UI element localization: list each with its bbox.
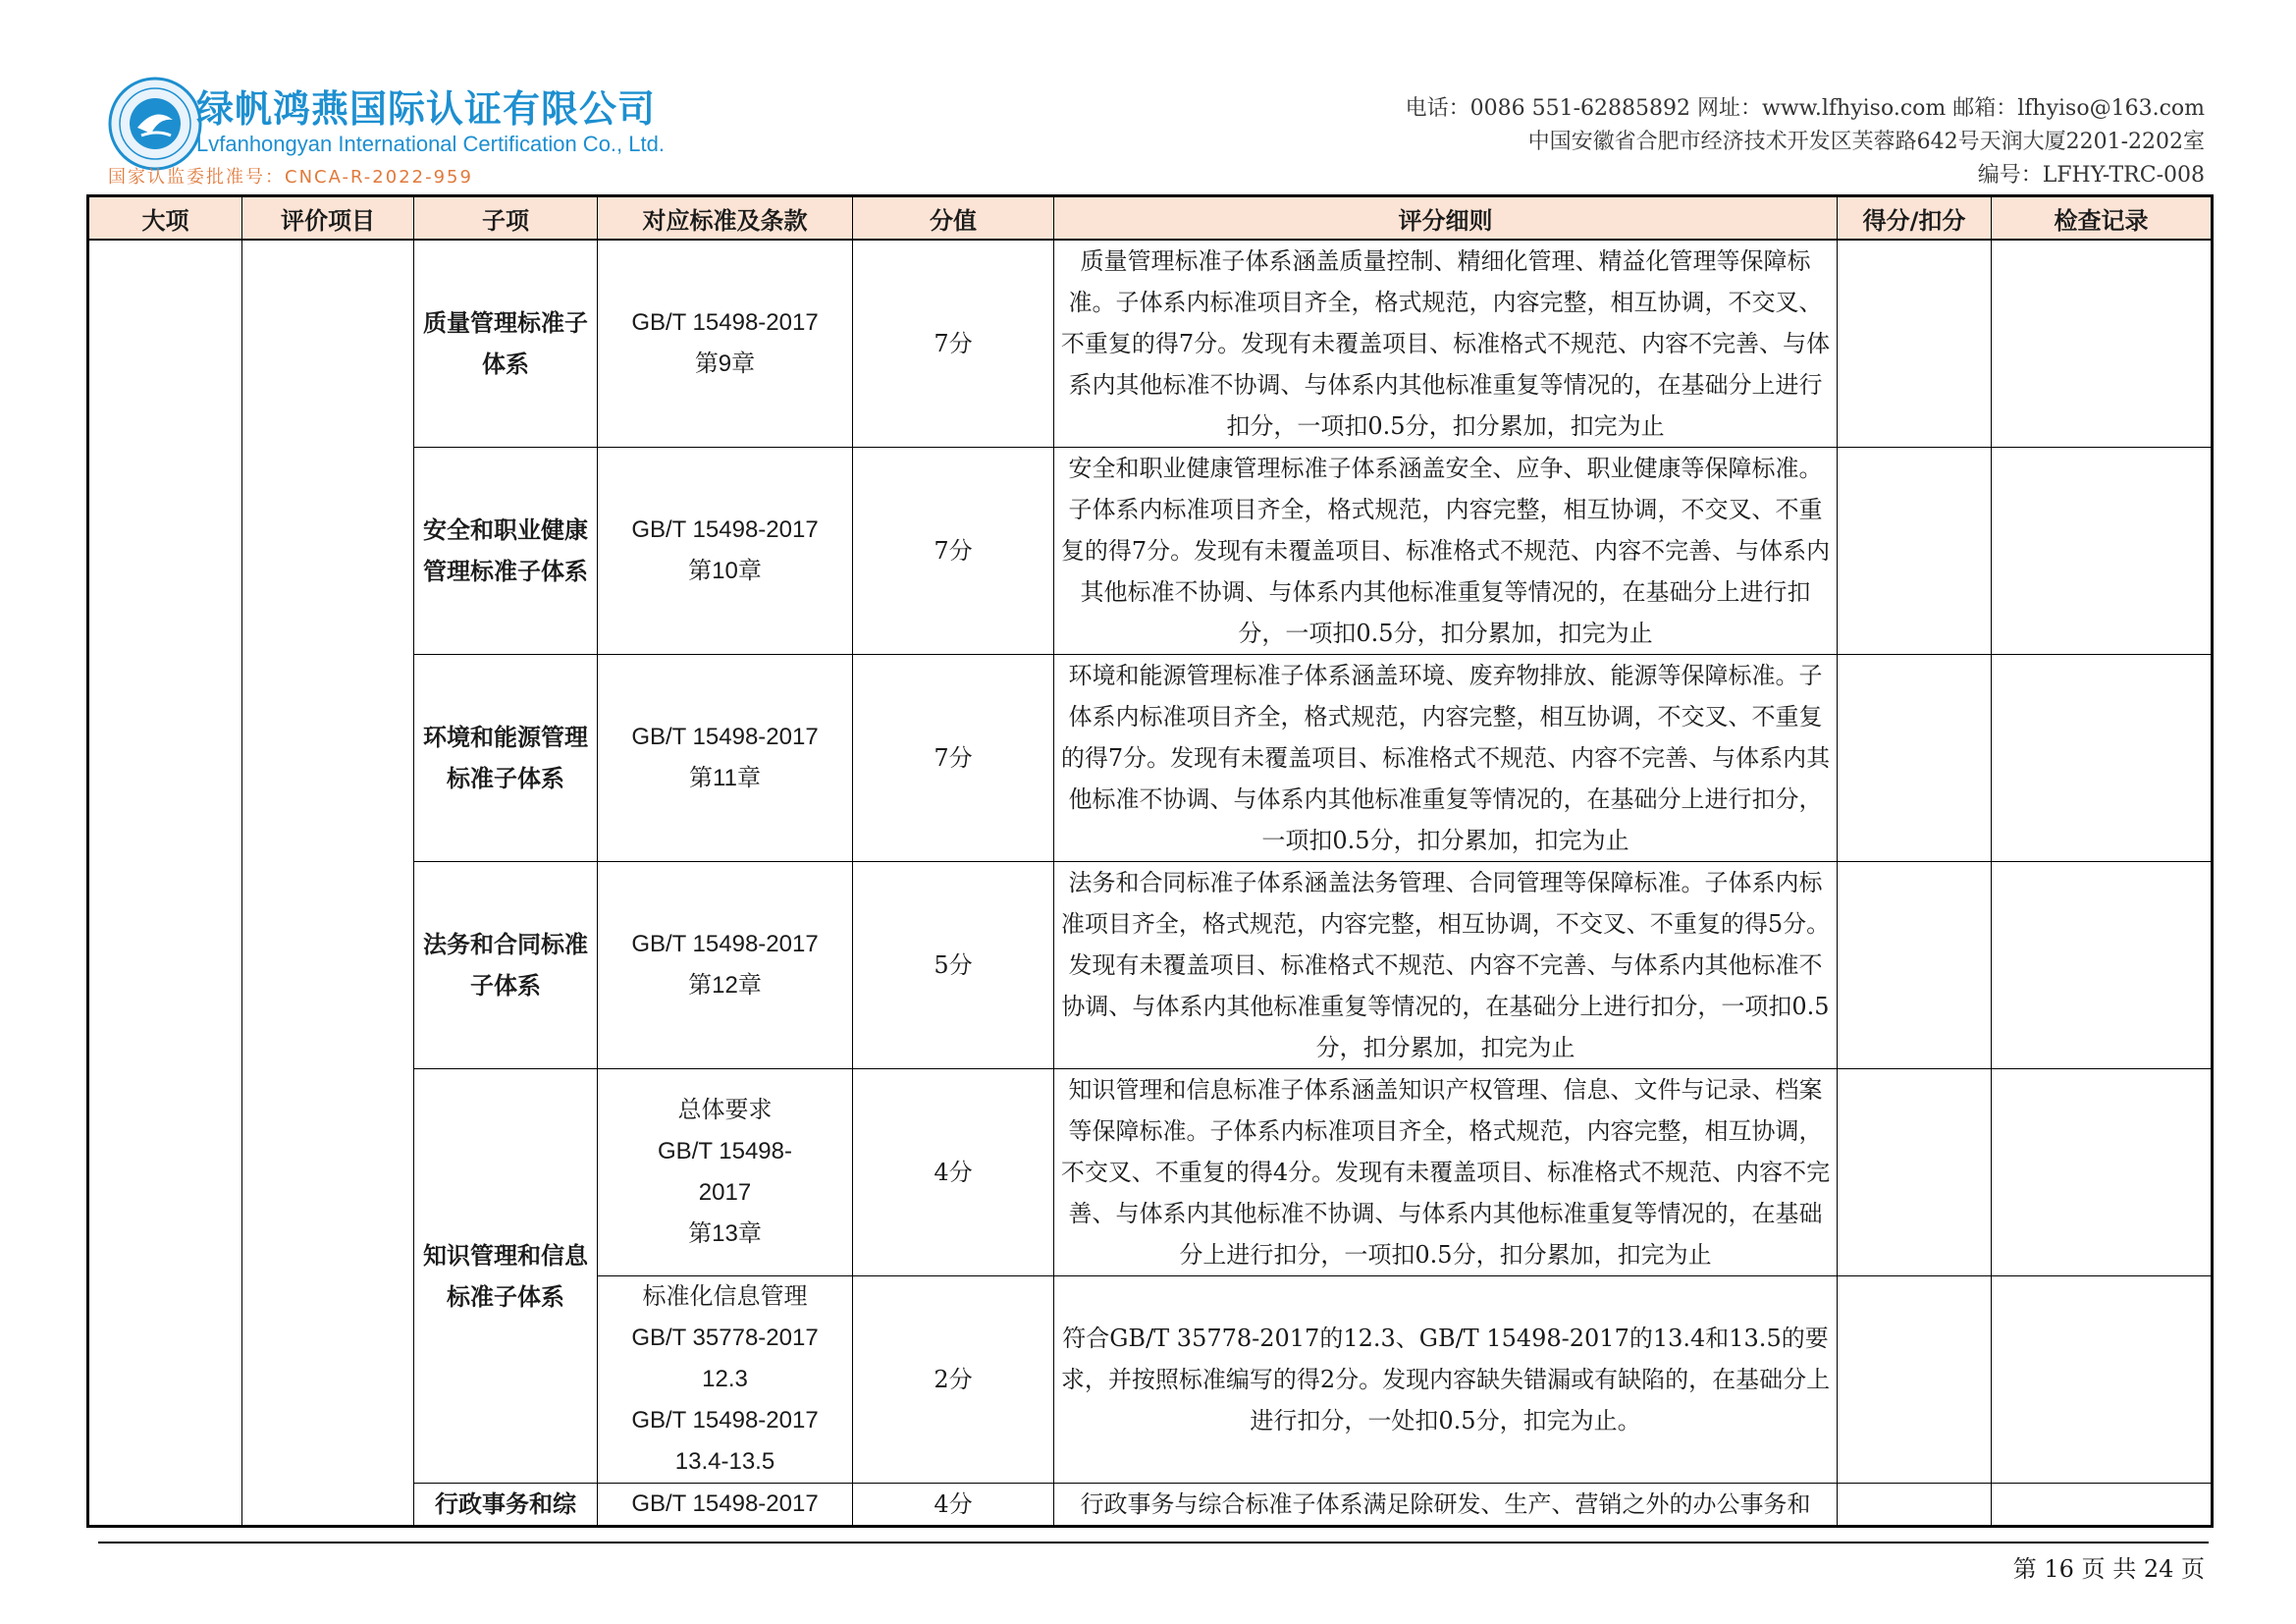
subitem-cell: 质量管理标准子体系: [414, 240, 598, 448]
record-cell[interactable]: [1992, 1069, 2213, 1276]
table-header-row: [88, 196, 2213, 241]
contact-line: 电话：0086 551-62885892 网址：www.lfhyiso.com 邮箱：lfhyiso@163.com: [1405, 96, 2205, 121]
subitem-cell: 安全和职业健康管理标准子体系: [414, 448, 598, 655]
standard-line: GB/T 15498-2017: [631, 1407, 819, 1434]
points-cell[interactable]: [1838, 448, 1992, 655]
points-cell[interactable]: [1838, 1069, 1992, 1276]
header-sub-item: 子项: [414, 196, 598, 241]
standard-line: 第13章: [688, 1220, 762, 1247]
contact-block: [1406, 92, 2205, 192]
standard-line: GB/T 15498-: [658, 1138, 792, 1164]
standard-cell: [598, 1276, 853, 1484]
standard-cell: [598, 655, 853, 862]
detail-cell: 法务和合同标准子体系涵盖法务管理、合同管理等保障标准。子体系内标准项目齐全，格式规范，内容完整，相互协调，不交叉、不重复的得5分。发现有未覆盖项目、标准格式不规范、内容不完善、与体系内其他标准不协调、与体系内其他标准重复等情况的，在基础分上进行扣分，一项扣0.5分，扣分累加，扣完为止: [1054, 862, 1838, 1069]
subitem-cell: 行政事务和综: [414, 1484, 598, 1527]
standard-line: 第9章: [694, 351, 756, 377]
record-cell[interactable]: [1992, 1276, 2213, 1484]
standard-line: 第11章: [689, 765, 761, 791]
document-code: 编号：LFHY-TRC-008: [1977, 163, 2205, 188]
standard-line: GB/T 35778-2017: [631, 1325, 819, 1351]
standard-cell: [598, 448, 853, 655]
standard-cell: [598, 862, 853, 1069]
detail-cell: 安全和职业健康管理标准子体系涵盖安全、应争、职业健康等保障标准。子体系内标准项目齐全，格式规范，内容完整，相互协调，不交叉、不重复的得7分。发现有未覆盖项目、标准格式不规范、内容不完善、与体系内其他标准不协调、与体系内其他标准重复等情况的，在基础分上进行扣分，一项扣0.5分，扣分累加，扣完为止: [1054, 448, 1838, 655]
standard-cell: [598, 1069, 853, 1276]
header-major-item: 大项: [88, 196, 242, 241]
points-cell[interactable]: [1838, 862, 1992, 1069]
subitem-cell: 知识管理和信息标准子体系: [414, 1069, 598, 1484]
record-cell[interactable]: [1992, 448, 2213, 655]
standard-line: 13.4-13.5: [674, 1448, 775, 1475]
detail-cell: 质量管理标准子体系涵盖质量控制、精细化管理、精益化管理等保障标准。子体系内标准项目齐全，格式规范，内容完整，相互协调，不交叉、不重复的得7分。发现有未覆盖项目、标准格式不规范、内容不完善、与体系内其他标准不协调、与体系内其他标准重复等情况的，在基础分上进行扣分，一项扣0.5分，扣分累加，扣完为止: [1054, 240, 1838, 448]
score-cell: 7分: [853, 448, 1054, 655]
record-cell[interactable]: [1992, 240, 2213, 448]
major-item-cell: [88, 240, 242, 1527]
standard-line: 12.3: [702, 1366, 748, 1392]
detail-cell: 环境和能源管理标准子体系涵盖环境、废弃物排放、能源等保障标准。子体系内标准项目齐全，格式规范，内容完整，相互协调，不交叉、不重复的得7分。发现有未覆盖项目、标准格式不规范、内容不完善、与体系内其他标准不协调、与体系内其他标准重复等情况的，在基础分上进行扣分，一项扣0.5分，扣分累加，扣完为止: [1054, 655, 1838, 862]
evaluation-item-cell: [242, 240, 414, 1527]
footer-divider: [98, 1542, 2209, 1543]
record-cell[interactable]: [1992, 1484, 2213, 1527]
standard-line: 第12章: [688, 972, 762, 999]
standard-line: GB/T 15498-2017: [631, 931, 819, 957]
evaluation-table: [86, 194, 2214, 1528]
points-cell[interactable]: [1838, 655, 1992, 862]
score-cell: 5分: [853, 862, 1054, 1069]
points-cell[interactable]: [1838, 240, 1992, 448]
header-score: 分值: [853, 196, 1054, 241]
standard-line: 总体要求: [677, 1097, 773, 1123]
header-inspection-record: 检查记录: [1992, 196, 2213, 241]
record-cell[interactable]: [1992, 655, 2213, 862]
company-name-cn: 绿帆鸿燕国际认证有限公司: [196, 87, 657, 131]
detail-cell: 符合GB/T 35778-2017的12.3、GB/T 15498-2017的13.4和13.5的要求，并按照标准编写的得2分。发现内容缺失错漏或有缺陷的，在基础分上进行扣分，一处扣0.5分，扣完为止。: [1054, 1276, 1838, 1484]
table-row: [88, 240, 2213, 448]
company-logo: [108, 77, 202, 171]
standard-line: GB/T 15498-2017: [631, 1490, 819, 1517]
record-cell[interactable]: [1992, 862, 2213, 1069]
standard-line: 第10章: [688, 558, 762, 584]
header-evaluation-item: 评价项目: [242, 196, 414, 241]
standard-line: GB/T 15498-2017: [631, 516, 819, 543]
subitem-cell: 法务和合同标准子体系: [414, 862, 598, 1069]
detail-cell: 知识管理和信息标准子体系涵盖知识产权管理、信息、文件与记录、档案等保障标准。子体系内标准项目齐全，格式规范，内容完整，相互协调，不交叉、不重复的得4分。发现有未覆盖项目、标准格式不规范、内容不完善、与体系内其他标准不协调、与体系内其他标准重复等情况的，在基础分上进行扣分，一项扣0.5分，扣分累加，扣完为止: [1054, 1069, 1838, 1276]
points-cell[interactable]: [1838, 1484, 1992, 1527]
points-cell[interactable]: [1838, 1276, 1992, 1484]
standard-line: 2017: [698, 1179, 752, 1206]
score-cell: 4分: [853, 1069, 1054, 1276]
subitem-cell: 环境和能源管理标准子体系: [414, 655, 598, 862]
standard-cell: [598, 240, 853, 448]
standard-line: GB/T 15498-2017: [631, 724, 819, 750]
company-name-en: Lvfanhongyan International Certification Co., Ltd.: [196, 132, 665, 156]
standard-line: GB/T 15498-2017: [631, 309, 819, 336]
standard-cell: [598, 1484, 853, 1527]
standard-line: 标准化信息管理: [642, 1283, 808, 1310]
address-line: 中国安徽省合肥市经济技术开发区芙蓉路642号天润大厦2201-2202室: [1527, 130, 2205, 154]
page-number: 第 16 页 共 24 页: [2012, 1555, 2205, 1583]
approval-number: 国家认监委批准号：CNCA-R-2022-959: [108, 167, 473, 188]
score-cell: 4分: [853, 1484, 1054, 1527]
score-cell: 2分: [853, 1276, 1054, 1484]
score-cell: 7分: [853, 655, 1054, 862]
score-cell: 7分: [853, 240, 1054, 448]
header-points: 得分/扣分: [1838, 196, 1992, 241]
header-standard-clause: 对应标准及条款: [598, 196, 853, 241]
header-scoring-rules: 评分细则: [1054, 196, 1838, 241]
detail-cell: 行政事务与综合标准子体系满足除研发、生产、营销之外的办公事务和: [1054, 1484, 1838, 1527]
